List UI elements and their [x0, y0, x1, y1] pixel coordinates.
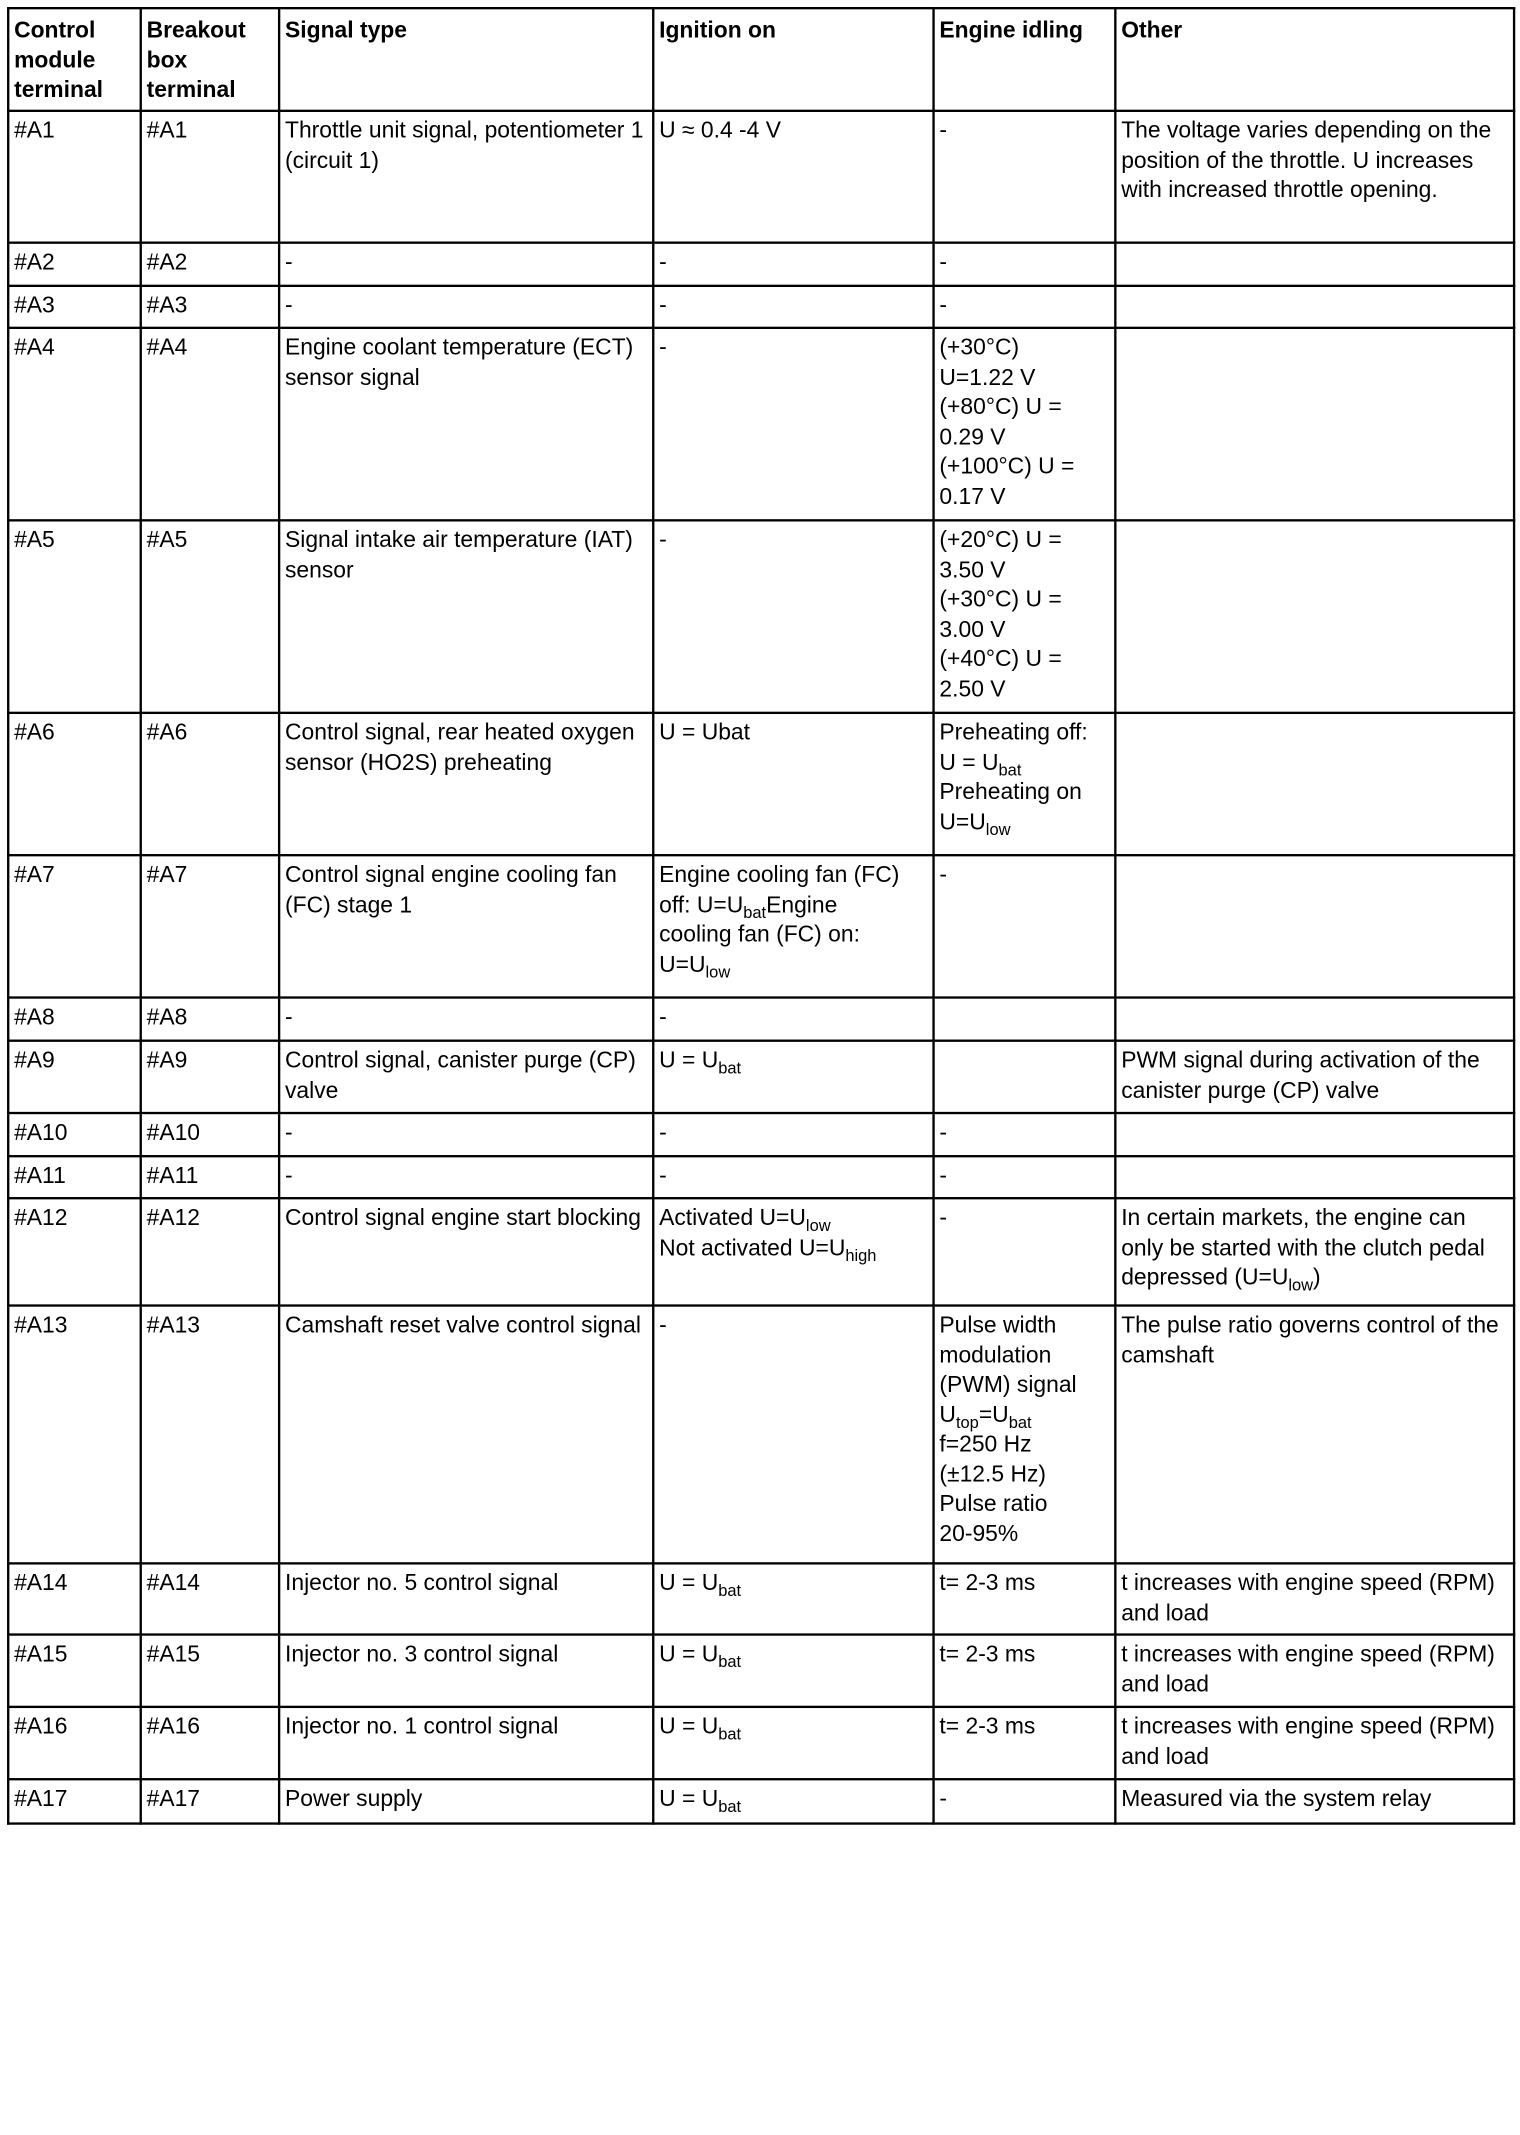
cell-idling: t= 2-3 ms	[934, 1563, 1116, 1634]
cell-other: Measured via the system relay	[1115, 1779, 1514, 1823]
cell-idling: -	[934, 286, 1116, 328]
cell-other	[1115, 713, 1514, 855]
header-engine-idling: Engine idling	[934, 8, 1116, 111]
cell-other	[1115, 998, 1514, 1041]
cell-module: #A11	[8, 1156, 141, 1198]
table-row	[8, 328, 1514, 521]
cell-box: #A7	[141, 855, 279, 997]
cell-module: #A13	[8, 1306, 141, 1564]
cell-signal: Injector no. 5 control signal	[279, 1563, 653, 1634]
cell-module: #A1	[8, 111, 141, 243]
cell-module: #A14	[8, 1563, 141, 1634]
cell-ignition: -	[653, 1113, 933, 1156]
cell-module: #A9	[8, 1041, 141, 1113]
cell-idling: -	[934, 1198, 1116, 1305]
table-row	[8, 1779, 1514, 1823]
table-row	[8, 1041, 1514, 1113]
cell-box: #A11	[141, 1156, 279, 1198]
cell-other	[1115, 243, 1514, 286]
cell-signal: -	[279, 286, 653, 328]
cell-ignition: -	[653, 286, 933, 328]
cell-box: #A15	[141, 1635, 279, 1707]
cell-other: The pulse ratio governs control of the camshaft	[1115, 1306, 1514, 1564]
cell-ignition: $U = U_{bat}$	[653, 1041, 933, 1113]
cell-other	[1115, 520, 1514, 713]
table-row	[8, 243, 1514, 286]
table-row	[8, 1563, 1514, 1634]
cell-signal: Power supply	[279, 1779, 653, 1823]
header-signal-type: Signal type	[279, 8, 653, 111]
cell-idling: Pulse width modulation (PWM) signal $U_{top}=U_{bat}$ f=250 Hz (±12.5 Hz) Pulse ratio 20-95%	[934, 1306, 1116, 1564]
cell-signal: Injector no. 3 control signal	[279, 1635, 653, 1707]
table-row	[8, 1113, 1514, 1156]
table-row	[8, 855, 1514, 997]
cell-other: The voltage varies depending on the position of the throttle. U increases with increased throttle opening.	[1115, 111, 1514, 243]
cell-idling: -	[934, 1779, 1116, 1823]
cell-box: #A8	[141, 998, 279, 1041]
cell-module: #A10	[8, 1113, 141, 1156]
cell-signal: Injector no. 1 control signal	[279, 1707, 653, 1779]
header-breakout-box-terminal: Breakout box terminal	[141, 8, 279, 111]
cell-other: t increases with engine speed (RPM) and load	[1115, 1707, 1514, 1779]
cell-other	[1115, 1156, 1514, 1198]
idling-line: 0.17 V	[939, 483, 1006, 510]
cell-ignition: $U = U_{bat}$	[653, 1563, 933, 1634]
cell-signal: Control signal engine cooling fan (FC) stage 1	[279, 855, 653, 997]
header-other: Other	[1115, 8, 1514, 111]
idling-line: (+30°C)	[939, 334, 1020, 361]
cell-box: #A12	[141, 1198, 279, 1305]
cell-box: #A4	[141, 328, 279, 521]
cell-signal: Throttle unit signal, potentiometer 1 (circuit 1)	[279, 111, 653, 243]
idling-line: U=1.22 V	[939, 364, 1036, 391]
cell-module: #A15	[8, 1635, 141, 1707]
cell-module: #A3	[8, 286, 141, 328]
cell-other	[1115, 855, 1514, 997]
cell-idling: -	[934, 243, 1116, 286]
idling-line: (+40°C) U =	[939, 646, 1062, 673]
cell-module: #A6	[8, 713, 141, 855]
cell-ignition: -	[653, 998, 933, 1041]
cell-box: #A14	[141, 1563, 279, 1634]
cell-box: #A1	[141, 111, 279, 243]
table-header-row	[8, 8, 1514, 111]
cell-other: t increases with engine speed (RPM) and load	[1115, 1635, 1514, 1707]
cell-idling: t= 2-3 ms	[934, 1707, 1116, 1779]
table-row	[8, 286, 1514, 328]
cell-idling	[934, 328, 1116, 521]
cell-signal: -	[279, 1156, 653, 1198]
cell-idling: Preheating off: $U = U_{bat}$ Preheating on $U=U_{low}$	[934, 713, 1116, 855]
cell-module: #A12	[8, 1198, 141, 1305]
cell-ignition: U ≈ 0.4 -4 V	[653, 111, 933, 243]
cell-module: #A4	[8, 328, 141, 521]
table-row	[8, 1306, 1514, 1564]
cell-module: #A7	[8, 855, 141, 997]
cell-signal: Engine coolant temperature (ECT) sensor signal	[279, 328, 653, 521]
idling-line: (+100°C) U =	[939, 453, 1075, 480]
cell-box: #A5	[141, 520, 279, 713]
table-row	[8, 1156, 1514, 1198]
cell-module: #A16	[8, 1707, 141, 1779]
cell-module: #A5	[8, 520, 141, 713]
cell-signal: Control signal, canister purge (CP) valve	[279, 1041, 653, 1113]
cell-ignition: -	[653, 1156, 933, 1198]
table-row	[8, 111, 1514, 243]
cell-module: #A2	[8, 243, 141, 286]
idling-line: (+80°C) U =	[939, 394, 1062, 421]
cell-box: #A17	[141, 1779, 279, 1823]
idling-line: (+20°C) U =	[939, 527, 1062, 554]
cell-box: #A3	[141, 286, 279, 328]
cell-ignition: -	[653, 328, 933, 521]
cell-idling: -	[934, 111, 1116, 243]
cell-signal: Control signal, rear heated oxygen sensor (HO2S) preheating	[279, 713, 653, 855]
cell-module: #A17	[8, 1779, 141, 1823]
cell-ignition: -	[653, 1306, 933, 1564]
idling-line: 3.00 V	[939, 616, 1006, 643]
idling-line: 2.50 V	[939, 676, 1006, 702]
cell-idling	[934, 998, 1116, 1041]
cell-signal: Signal intake air temperature (IAT) sensor	[279, 520, 653, 713]
idling-line: 3.50 V	[939, 557, 1006, 583]
table-row	[8, 713, 1514, 855]
cell-other: t increases with engine speed (RPM) and load	[1115, 1563, 1514, 1634]
cell-box: #A2	[141, 243, 279, 286]
cell-ignition: U = Ubat	[653, 713, 933, 855]
cell-idling: -	[934, 1113, 1116, 1156]
cell-box: #A10	[141, 1113, 279, 1156]
cell-other: PWM signal during activation of the canister purge (CP) valve	[1115, 1041, 1514, 1113]
cell-ignition: -	[653, 520, 933, 713]
cell-ignition: Activated $U=U_{low}$ Not activated $U=U_{high}$	[653, 1198, 933, 1305]
cell-signal: -	[279, 998, 653, 1041]
idling-line: (+30°C) U =	[939, 586, 1062, 613]
cell-other	[1115, 328, 1514, 521]
cell-ignition: -	[653, 243, 933, 286]
cell-ignition: $U = U_{bat}$	[653, 1779, 933, 1823]
header-ignition-on: Ignition on	[653, 8, 933, 111]
cell-ignition: $U = U_{bat}$	[653, 1635, 933, 1707]
cell-idling: -	[934, 855, 1116, 997]
cell-other	[1115, 1113, 1514, 1156]
cell-box: #A16	[141, 1707, 279, 1779]
table-row	[8, 1198, 1514, 1305]
cell-idling: -	[934, 1156, 1116, 1198]
table-row	[8, 520, 1514, 713]
header-control-module-terminal: Control module terminal	[8, 8, 141, 111]
cell-other	[1115, 286, 1514, 328]
table-row	[8, 1707, 1514, 1779]
cell-signal: Camshaft reset valve control signal	[279, 1306, 653, 1564]
idling-line: 0.29 V	[939, 424, 1006, 450]
cell-box: #A6	[141, 713, 279, 855]
cell-idling	[934, 520, 1116, 713]
cell-idling	[934, 1041, 1116, 1113]
table-row	[8, 998, 1514, 1041]
cell-signal: -	[279, 1113, 653, 1156]
cell-other: In certain markets, the engine can only be started with the clutch pedal depressed $(U=U_{low})$	[1115, 1198, 1514, 1305]
terminal-signal-table	[7, 7, 1515, 1825]
cell-box: #A13	[141, 1306, 279, 1564]
cell-ignition: Engine cooling fan (FC) off: $U=U_{bat}Engine$ cooling fan (FC) on: $U=U_{low}$	[653, 855, 933, 997]
cell-ignition: $U = U_{bat}$	[653, 1707, 933, 1779]
table-row	[8, 1635, 1514, 1707]
cell-idling: t= 2-3 ms	[934, 1635, 1116, 1707]
cell-box: #A9	[141, 1041, 279, 1113]
cell-signal: Control signal engine start blocking	[279, 1198, 653, 1305]
cell-signal: -	[279, 243, 653, 286]
cell-module: #A8	[8, 998, 141, 1041]
